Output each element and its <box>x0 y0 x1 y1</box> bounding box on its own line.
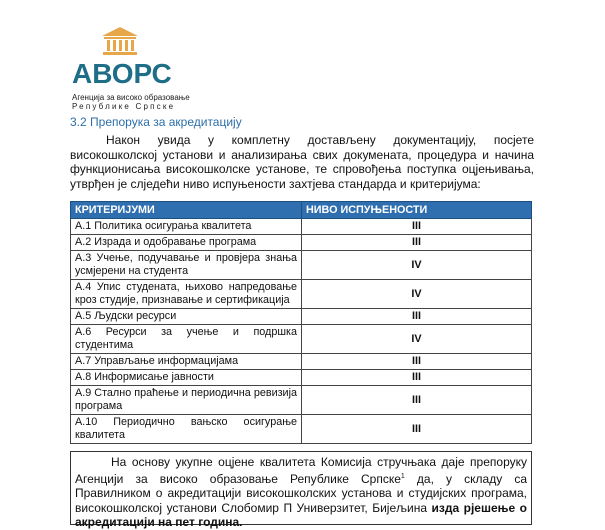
criterion-cell: А.2 Израда и одобравање програма <box>71 235 302 251</box>
intro-paragraph-text: Након увида у комплетну достављену документацију, посјете високошколској установи и анализирања свих докумената, процедура и начина функционисања високошколске установе, те спровођења поступка оцјењивања, утврђен је слједећи ниво испуњености захтјева стандарда и критеријума: <box>70 133 534 191</box>
table-row <box>71 235 532 251</box>
level-cell: III <box>302 309 532 325</box>
table-header-row <box>71 202 532 219</box>
column-header-level: НИВО ИСПУЊЕНОСТИ <box>302 202 532 219</box>
criterion-cell: А.3 Учење, подучавање и провјера знања усмјерени на студента <box>71 251 302 280</box>
recommendation-text-continued: да, у складу са Правилником о акредитацији високошколских установа и студијских програма, високошколској установи Слобомир П Универзитет, Бијељина <box>75 471 527 515</box>
level-cell: III <box>302 219 532 235</box>
logo-subtitle-line1: Агенција за високо образовање <box>72 93 190 102</box>
level-cell: III <box>302 354 532 370</box>
recommendation-box <box>70 451 532 529</box>
criterion-cell: А.7 Управљање информацијама <box>71 354 302 370</box>
level-cell: III <box>302 370 532 386</box>
intro-paragraph <box>70 133 534 191</box>
criterion-cell: А.1 Политика осигурања квалитета <box>71 219 302 235</box>
table-row <box>71 415 532 444</box>
column-header-criteria: КРИТЕРИЈУМИ <box>71 202 302 219</box>
table-row <box>71 325 532 354</box>
table-row <box>71 219 532 235</box>
agency-logo <box>66 26 190 111</box>
table-row <box>71 386 532 415</box>
recommendation-text: На основу укупне оцјене квалитета Комисија стручњака даје препоруку Агенцији за високо образовање Републике Српске <box>75 455 527 486</box>
level-cell: IV <box>302 325 532 354</box>
criterion-cell: А.8 Информисање јавности <box>71 370 302 386</box>
table-row <box>71 354 532 370</box>
criterion-cell: А.9 Стално праћење и периодична ревизија програма <box>71 386 302 415</box>
level-cell: IV <box>302 280 532 309</box>
table-row <box>71 370 532 386</box>
level-cell: IV <box>302 251 532 280</box>
recommendation-decision: изда рјешење о акредитацији на пет година. <box>75 500 527 529</box>
logo-subtitle-line2: Републике Српске <box>72 102 176 111</box>
table-row <box>71 309 532 325</box>
criterion-cell: А.4 Упис студената, њихово напредовање кроз студије, признавање и сертификација <box>71 280 302 309</box>
section-title: 3.2 Препорука за акредитацију <box>70 115 242 129</box>
level-cell: III <box>302 415 532 444</box>
criterion-cell: А.10 Периодично вањско осигурање квалитета <box>71 415 302 444</box>
table-row <box>71 251 532 280</box>
table-row <box>71 280 532 309</box>
level-cell: III <box>302 386 532 415</box>
criterion-cell: А.6 Ресурси за учење и подршка студентима <box>71 325 302 354</box>
level-cell: III <box>302 235 532 251</box>
building-columns-icon <box>100 26 140 56</box>
criterion-cell: А.5 Људски ресурси <box>71 309 302 325</box>
footnote-marker[interactable]: 1 <box>400 472 405 480</box>
logo-name: АВОРС <box>72 58 172 89</box>
criteria-table <box>70 201 532 444</box>
